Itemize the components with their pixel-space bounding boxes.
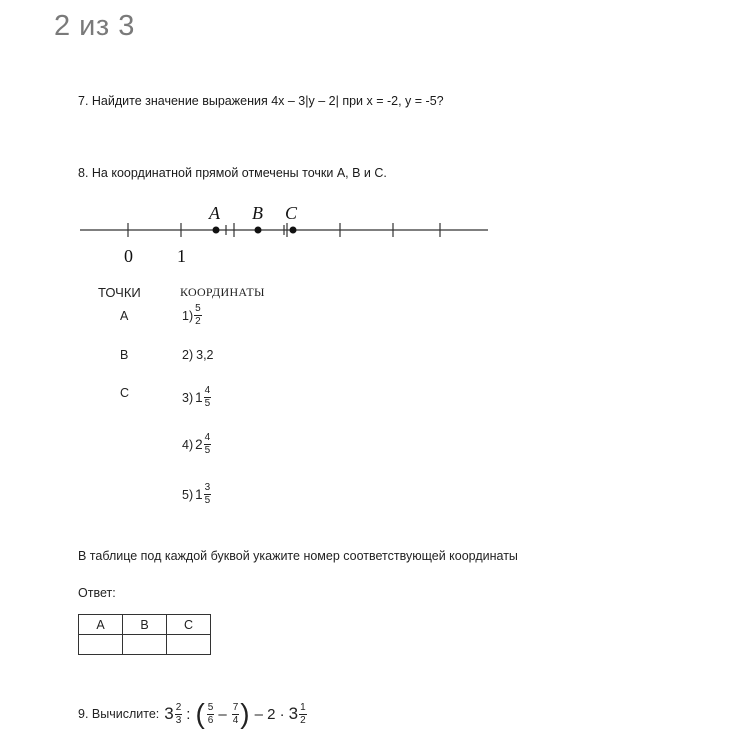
answer-table xyxy=(78,614,211,655)
point-c-label: C xyxy=(285,203,298,223)
fraction xyxy=(232,703,240,726)
numerator: 3 xyxy=(204,482,211,493)
coordinate-option-5 xyxy=(182,483,211,506)
term-whole: 3 xyxy=(164,704,174,723)
denominator: 5 xyxy=(204,445,211,456)
denominator: 3 xyxy=(175,714,182,726)
page-indicator: 2 из 3 xyxy=(54,10,135,42)
answer-header-b: В xyxy=(123,615,167,635)
coordinate-option-2 xyxy=(182,348,214,362)
fraction xyxy=(207,703,215,726)
fraction xyxy=(204,483,212,506)
numerator: 1 xyxy=(300,701,306,713)
numerator: 5 xyxy=(195,303,201,314)
option-number: 4) xyxy=(182,437,194,452)
division-sign: : xyxy=(186,705,191,723)
numerator: 7 xyxy=(232,701,239,713)
denominator: 5 xyxy=(204,495,211,506)
term-whole: 3 xyxy=(288,704,299,723)
denominator: 4 xyxy=(232,714,239,726)
option-value: 3,2 xyxy=(196,348,214,362)
fraction xyxy=(299,703,307,726)
tick-label-0: 0 xyxy=(124,246,133,266)
instruction-text: В таблице под каждой буквой укажите номер соответствующей координаты xyxy=(78,549,518,563)
fraction xyxy=(204,433,212,456)
answer-cell-c[interactable] xyxy=(167,635,211,655)
fraction xyxy=(175,703,183,726)
question-9 xyxy=(78,700,307,728)
question-9-prefix: 9. Вычислите: xyxy=(78,707,160,721)
numerator: 5 xyxy=(207,701,214,713)
answer-label: Ответ: xyxy=(78,586,116,600)
answer-header-a: А xyxy=(79,615,123,635)
fraction xyxy=(204,386,212,409)
answer-table-header-row xyxy=(79,615,211,635)
coordinate-option-1 xyxy=(182,304,202,327)
close-parenthesis: ) xyxy=(240,698,250,729)
numerator: 4 xyxy=(204,385,211,396)
option-number: 3) xyxy=(182,390,194,405)
coordinates-header: КООРДИНАТЫ xyxy=(180,285,265,299)
point-a-dot xyxy=(213,227,220,234)
denominator: 5 xyxy=(204,398,211,409)
denominator: 6 xyxy=(207,714,214,726)
question-7-text: 7. Найдите значение выражения 4x – 3|y – 2| при x = -2, y = -5? xyxy=(78,94,444,108)
option-number: 5) xyxy=(182,487,194,502)
denominator: 2 xyxy=(195,316,201,327)
minus-sign: – xyxy=(218,705,227,723)
answer-cell-b[interactable] xyxy=(123,635,167,655)
point-a-label: A xyxy=(209,203,220,223)
open-parenthesis: ( xyxy=(195,698,205,729)
point-b: В xyxy=(120,348,129,362)
question-8-text: 8. На координатной прямой отмечены точки А, В и С. xyxy=(78,166,387,180)
point-c-dot xyxy=(290,227,297,234)
point-c: С xyxy=(120,386,130,400)
tick-label-1: 1 xyxy=(177,246,186,266)
coordinate-option-4 xyxy=(182,433,211,456)
point-a: А xyxy=(120,309,129,323)
numerator: 2 xyxy=(175,701,182,713)
whole-part: 1 xyxy=(195,390,203,405)
fraction xyxy=(194,304,202,327)
option-number: 2) xyxy=(182,348,194,362)
denominator: 2 xyxy=(300,714,306,726)
answer-header-c: С xyxy=(167,615,211,635)
coordinate-option-3 xyxy=(182,386,211,409)
answer-table-input-row xyxy=(79,635,211,655)
option-number: 1) xyxy=(182,308,194,323)
point-b-label: B xyxy=(252,203,263,223)
number-line xyxy=(78,195,498,270)
whole-part: 1 xyxy=(195,487,203,502)
whole-part: 2 xyxy=(195,437,203,452)
numerator: 4 xyxy=(204,432,211,443)
answer-cell-a[interactable] xyxy=(79,635,123,655)
points-header: ТОЧКИ xyxy=(98,285,141,300)
point-b-dot xyxy=(255,227,262,234)
minus-times-operator: – 2 · xyxy=(254,705,285,723)
